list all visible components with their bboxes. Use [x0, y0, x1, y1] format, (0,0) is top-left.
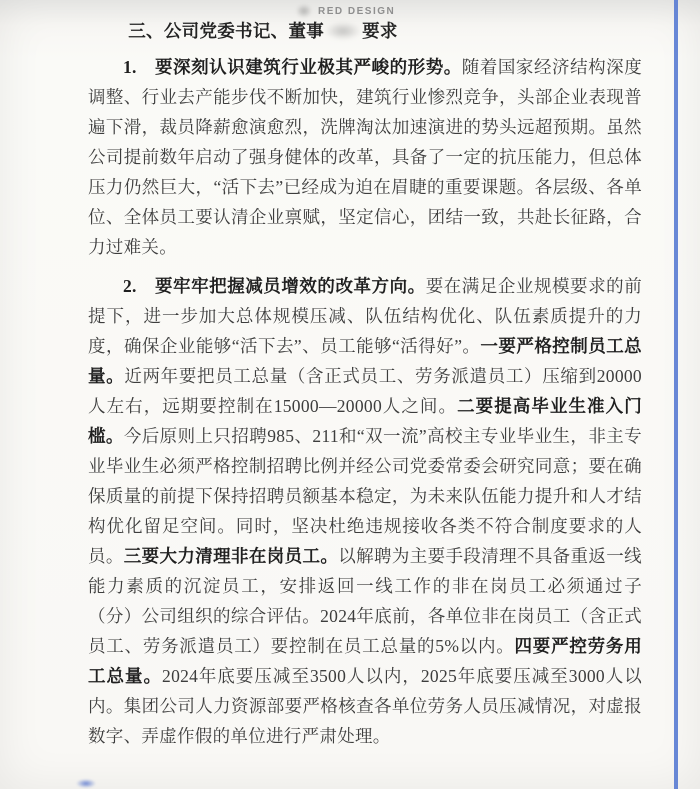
section-heading: [88, 16, 642, 46]
subpoint-4-heading: 四要严控劳务用工总量。: [88, 636, 642, 686]
blur-smudge: [325, 22, 361, 40]
text-segment: 今后原则上只招聘985、211和“双一流”高校主专业毕业生，非主专业毕业生必须严格控制招聘比例并经公司党委常委会研究同意；要在确保质量的前提下保持招聘员额基本稳定，为未来队伍能力提升和人才结构优化留足空间。同时，坚决杜绝违规接收各类不符合制度要求的人员。: [88, 426, 642, 566]
watermark-red-design: RED DESIGN: [318, 6, 396, 17]
subpoint-3-heading: 三要大力清理非在岗员工。: [123, 546, 339, 566]
paragraph-1: [88, 52, 642, 262]
paragraph-1-lead: 1. 要深刻认识建筑行业极其严峻的形势。: [123, 57, 462, 77]
bottom-blue-mark: [76, 779, 96, 788]
subpoint-1-heading: 一要严格控制员工总量。: [88, 336, 642, 386]
subpoint-2-heading: 二要提高毕业生准入门槛。: [88, 396, 642, 446]
text-segment: 近两年要把员工总量（含正式员工、劳务派遣员工）压缩到20000人左右，远期要控制在15000—20000人之间。: [88, 366, 642, 416]
text-segment: 以解聘为主要手段清理不具备重返一线能力素质的沉淀员工，安排返回一线工作的非在岗员工必须通过子（分）公司组织的综合评估。2024年底前，各单位非在岗员工（含正式员工、劳务派遣员工）要控制在员工总量的5%以内。: [88, 546, 642, 656]
text-segment: 2024年底要压减至3500人以内，2025年底要压减至3000人以内。集团公司人力资源部要严格核查各单位劳务人员压减情况，对虚报数字、弄虚作假的单位进行严肃处理。: [88, 666, 642, 746]
paragraph-2-lead: 2. 要牢牢把握减员增效的改革方向。: [123, 276, 426, 296]
heading-left-text: 三、公司党委书记、董事: [128, 21, 325, 41]
text-segment: 要在满足企业规模要求的前提下，进一步加大总体规模压减、队伍结构优化、队伍素质提升的力度，确保企业能够“活下去”、员工能够“活得好”。: [88, 276, 642, 356]
document-body: [0, 16, 700, 760]
text-segment: 随着国家经济结构深度调整、行业去产能步伐不断加快，建筑行业惨烈竞争，头部企业表现普遍下滑，裁员降薪愈演愈烈，洗牌淘汰加速演进的势头远超预期。虽然公司提前数年启动了强身健体的改革，具备了一定的抗压能力，但总体压力仍然巨大，“活下去”已经成为迫在眉睫的重要课题。各层级、各单位、全体员工要认清企业禀赋，坚定信心，团结一致，共赴长征路，合力过难关。: [88, 57, 643, 257]
blue-edge-line: [674, 0, 678, 789]
paragraph-2: [88, 271, 642, 751]
heading-right-text: 要求: [362, 21, 398, 41]
